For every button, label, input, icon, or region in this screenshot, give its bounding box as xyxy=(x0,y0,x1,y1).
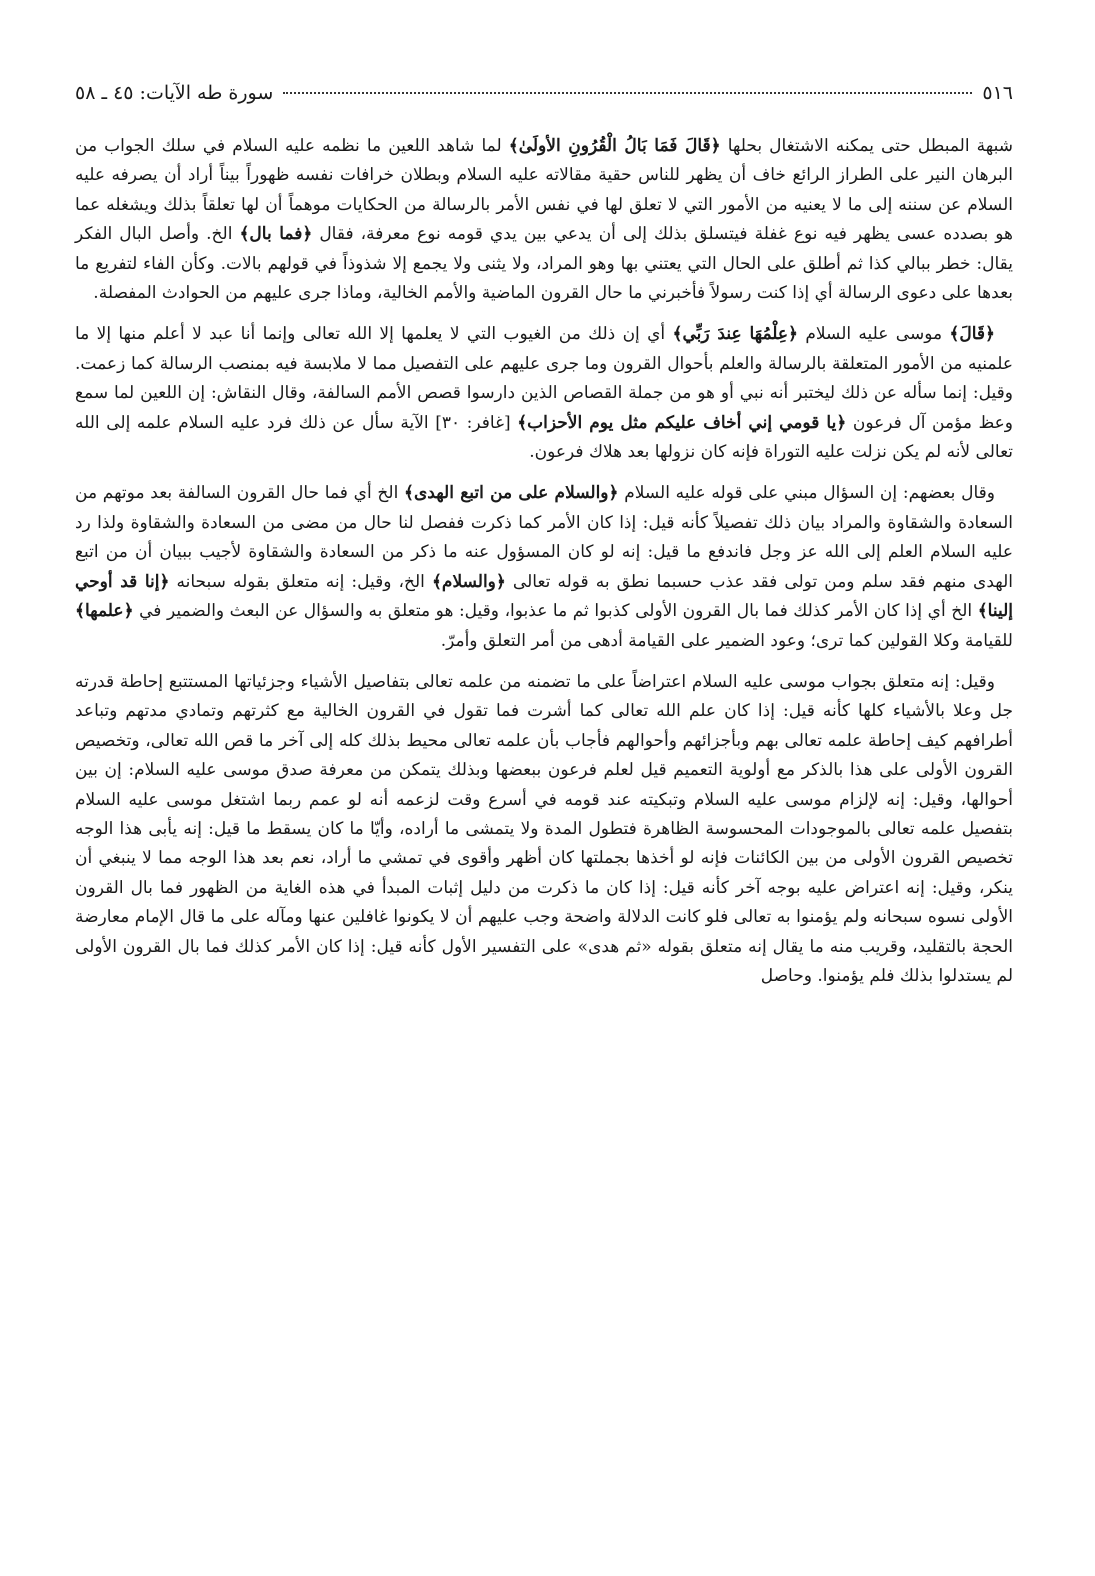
book-page xyxy=(75,82,1013,1552)
text-run: الخ أي فما حال القرون السالفة بعد موتهم من السعادة والشقاوة والمراد بيان ذلك تفصيلاً كأنه قيل: إذا كان الأمر كما ذكرت ففصل لنا حال من مضى من السعادة والشقاوة ولذا رد عليه السلام العلم إلى الله عز وجل فاندفع ما قيل: إنه لو كان المسؤول عنه ما ذكر من السعادة والشقاوة لأجيب ببيان أن من اتبع الهدى منهم فقد سلم ومن تولى فقد عذب حسبما نطق به قوله تعالى xyxy=(75,483,1013,592)
quran-quote: ﴿إنا قد أوحي إلينا﴾ xyxy=(75,571,1013,622)
paragraph xyxy=(75,320,1013,467)
quran-quote: ﴿عِلْمُهَا عِندَ رَبِّي﴾ xyxy=(672,324,799,345)
quran-quote: ﴿فما بال﴾ xyxy=(239,224,313,245)
surah-title: سورة طه الآيات: ٤٥ ـ ٥٨ xyxy=(75,82,274,104)
quran-quote: ﴿والسلام على من اتبع الهدى﴾ xyxy=(404,483,619,504)
text-run: الخ، وقيل: إنه متعلق بقوله سبحانه xyxy=(169,571,432,592)
text-run: للقيامة وكلا القولين كما ترى؛ وعود الضمير على القيامة أدهى من أمر التعلق وأمرّ. xyxy=(440,630,1013,651)
text-run: وقيل: إنه متعلق بجواب موسى عليه السلام اعتراضاً على ما تضمنه من علمه تعالى بتفاصيل الأشياء وجزئياتها المستتبع إحاطة قدرته جل وعلا بالأشياء كلها كأنه قيل: إذا كان علم الله تعالى كما أشرت فما تقول في القرون الخالية مع كثرتهم وتمادي مدتهم وتباعد أطرافهم كيف إحاطة علمه تعالى بهم وبأجزائهم وأحوالهم فأجاب بأن علمه تعالى محيط بذلك كله إلى آخر ما قص الله تعالى، وتخصيص القرون الأولى على هذا بالذكر مع أولوية التعميم قيل لعلم فرعون ببعضها وبذلك يتمكن من معرفة صدق موسى عليه السلام: إن بين أحوالها، وقيل: إنه لإلزام موسى عليه السلام وتبكيته عند قومه في أسرع وقت لزعمه أنه لو عمم ربما اشتغل موسى عليه السلام بتفصيل علمه تعالى بالموجودات المحسوسة الظاهرة فتطول المدة ولا يتمشى ما أراده، وأيّا ما كان يسقط ما قيل: إنه يأبى هذا الوجه تخصيص القرون الأولى من بين الكائنات فإنه لو أخذها بجملتها كان أظهر وأقوى في تمشي ما أراد، نعم بعد هذا الوجه مما لا ينبغي أن ينكر، وقيل: إنه اعتراض عليه بوجه آخر كأنه قيل: إذا كان ما ذكرت من دليل إثبات المبدأ في هذه الغاية من الظهور فما بال القرون الأولى نسوه سبحانه ولم يؤمنوا به تعالى فلو كانت الدلالة واضحة وجب عليهم أن لا يكونوا غافلين عنها ومآله على ما قال الإمام معارضة الحجة بالتقليد، وقريب منه ما يقال إنه متعلق بقوله «ثم هدى» على التفسير الأول كأنه قيل: إذا كان الأمر كذلك فما بال القرون الأولى لم يستدلوا بذلك فلم يؤمنوا. وحاصل xyxy=(75,671,1013,986)
quran-quote: ﴿والسلام﴾ xyxy=(431,571,506,592)
text-run: أي إن ذلك من الغيوب التي لا يعلمها إلا الله تعالى وإنما أنا عبد لا أعلم منها إلا ما علمنيه من الأمور المتعلقة بالرسالة والعلم بأحوال القرون وما جرى عليهم على التفصيل مما لا ملابسة فيه بمنصب الرسالة كما زعمت. وقيل: إنما سأله عن ذلك ليختبر أنه نبي أو هو من جملة القصاص الذين دارسوا قصص الأمم السالفة، وقال النقاش: إن اللعين لما سمع وعظ مؤمن آل فرعون xyxy=(75,324,1014,433)
quran-quote: ﴿يا قومي إني أخاف عليكم مثل يوم الأحزاب﴾ xyxy=(517,412,847,433)
page-number: ٥١٦ xyxy=(982,82,1013,104)
dotted-leader xyxy=(283,92,972,94)
body-text xyxy=(75,132,1013,991)
quran-quote: ﴿قَالَ فَمَا بَالُ الْقُرُونِ الأولَىٰ﴾ xyxy=(508,136,721,156)
paragraph xyxy=(75,132,1013,308)
text-run: الخ أي إذا كان الأمر كذلك فما بال القرون الأولى كذبوا ثم ما عذبوا، وقيل: هو متعلق به والسؤال عن البعث والضمير في xyxy=(133,601,978,622)
text-run: موسى عليه السلام xyxy=(798,324,950,345)
text-run: الخ. وأصل البال الفكر يقال: خطر ببالي كذا ثم أطلق على الحال التي يعتني بها وهو المراد، ولا يثنى ولا يجمع إلا شذوذاً في قولهم بالات. وكأن الفاء لتفريع ما بعدها على دعوى الرسالة أي إذا كنت رسولاً فأخبرني ما حال القرون الماضية والأمم الخالية، وماذا جرى عليهم من الحوادث المفصلة. xyxy=(75,224,1013,304)
quran-quote: ﴿علمها﴾ xyxy=(75,601,134,622)
text-run: شبهة المبطل حتى يمكنه الاشتغال بحلها xyxy=(720,136,1013,156)
quran-quote: ﴿قَالَ﴾ xyxy=(949,324,996,345)
text-run: لما شاهد اللعين ما نظمه عليه السلام في سلك الجواب من البرهان النير على الطراز الرائع خاف أن يظهر للناس حقية مقالاته عليه السلام وبطلان خرافات نفسه ظهوراً بيناً أراد أن يصرفه عليه السلام عن سننه إلى ما لا يعنيه من الأمور التي لا تعلق لها في نفس الأمر بالرسالة من الحكايات موهماً أن لها تعلقاً بذلك ويشغله عما هو بصدده عسى يظهر فيه نوع غفلة فيتسلق بذلك إلى أن يدعي بين يدي قومه نوع معرفة، فقال xyxy=(75,136,1013,245)
paragraph xyxy=(75,479,1013,655)
text-run: [غافر: ٣٠] الآية سأل عن ذلك فرد عليه السلام علمه إلى الله تعالى لأنه لم يكن نزلت عليه التوراة فإنه كان نزولها بعد هلاك فرعون. xyxy=(75,412,1013,463)
text-run: وقال بعضهم: إن السؤال مبني على قوله عليه السلام xyxy=(618,483,996,504)
running-header xyxy=(75,82,1013,122)
paragraph xyxy=(75,668,1013,991)
